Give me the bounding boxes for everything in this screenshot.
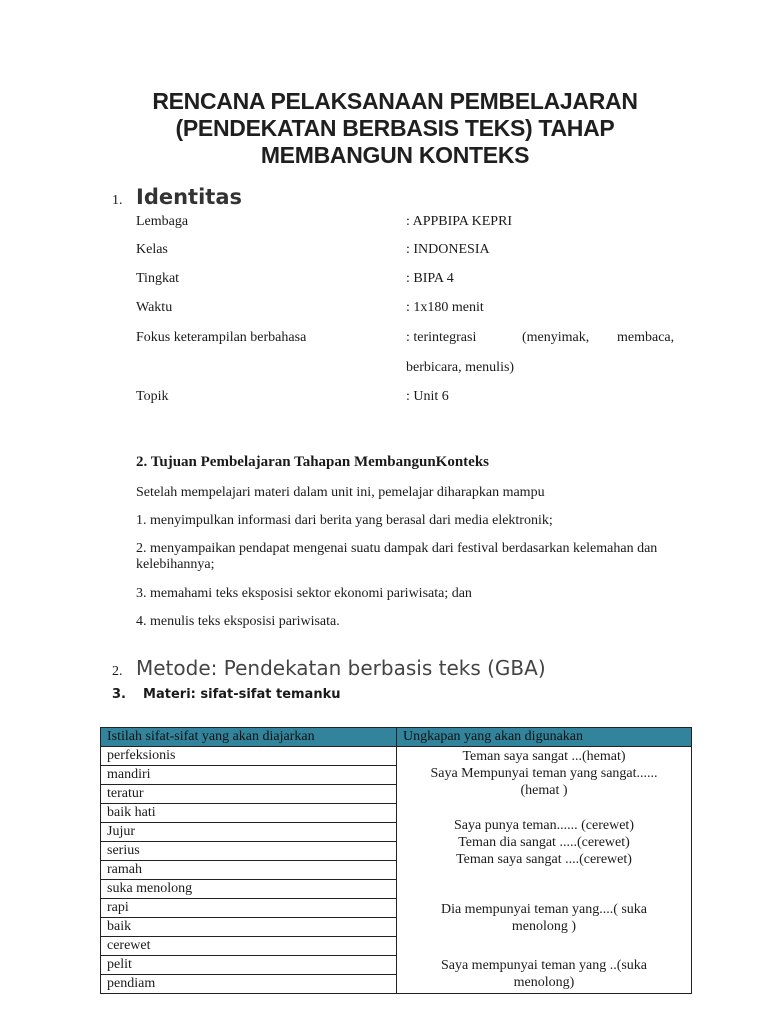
term-cell: serius xyxy=(101,842,397,861)
identity-value-fokus-line2: berbicara, menulis) xyxy=(406,360,515,375)
identity-label-lembaga: Lembaga xyxy=(136,214,189,229)
section-1-number: 1. xyxy=(112,193,123,208)
section-1-heading: Identitas xyxy=(136,185,242,209)
phrase-line: Saya Mempunyai teman yang sangat...... xyxy=(430,766,658,781)
term-cell: ramah xyxy=(101,861,397,880)
phrase-line: Teman saya sangat ...(hemat) xyxy=(462,749,626,764)
term-cell: cerewet xyxy=(101,937,397,956)
identity-value-waktu: : 1x180 menit xyxy=(406,300,484,315)
phrase-line: Saya mempunyai teman yang ..(suka xyxy=(440,958,648,973)
term-cell: mandiri xyxy=(101,766,397,785)
identity-value-topik: : Unit 6 xyxy=(406,389,449,404)
term-cell: baik hati xyxy=(101,804,397,823)
phrases-cell xyxy=(397,747,692,994)
term-cell: teratur xyxy=(101,785,397,804)
table-header-terms: Istilah sifat-sifat yang akan diajarkan xyxy=(101,728,397,747)
table-header-row xyxy=(101,728,692,747)
identity-label-waktu: Waktu xyxy=(136,300,173,315)
term-cell: rapi xyxy=(101,899,397,918)
phrase-line: Saya punya teman...... (cerewet) xyxy=(454,818,634,833)
phrase-line: menolong) xyxy=(513,975,575,990)
identity-label-kelas: Kelas xyxy=(136,242,168,257)
materi-label: Materi: sifat-sifat temanku xyxy=(143,687,341,702)
identity-label-fokus: Fokus keterampilan berbahasa xyxy=(136,330,307,345)
table-row xyxy=(101,747,692,766)
identity-value-fokus: : terintegrasi xyxy=(406,330,477,345)
objective-item-4: 4. menulis teks eksposisi pariwisata. xyxy=(136,614,340,629)
document-title xyxy=(100,88,690,169)
term-cell: perfeksionis xyxy=(101,747,397,766)
metode-heading: Metode: Pendekatan berbasis teks (GBA) xyxy=(136,656,546,680)
identity-label-tingkat: Tingkat xyxy=(136,271,180,286)
term-cell: pendiam xyxy=(101,975,397,994)
objective-item-3: 3. memahami teks eksposisi sektor ekonomi pariwisata; dan xyxy=(136,586,472,601)
phrase-line: (hemat ) xyxy=(520,783,568,798)
term-cell: baik xyxy=(101,918,397,937)
title-line-1: RENCANA PELAKSANAAN PEMBELAJARAN xyxy=(152,88,638,114)
identity-value-tingkat: : BIPA 4 xyxy=(406,271,454,286)
identity-value-fokus-c: membaca, xyxy=(617,330,675,345)
section-2-intro: Setelah mempelajari materi dalam unit ini, pemelajar diharapkan mampu xyxy=(136,485,545,500)
phrase-line: menolong ) xyxy=(511,919,577,934)
objective-item-2: 2. menyampaikan pendapat mengenai suatu dampak dari festival berdasarkan kelemahan dan kelebihannya; xyxy=(136,541,658,572)
title-line-2: (PENDEKATAN BERBASIS TEKS) TAHAP xyxy=(175,115,615,141)
objective-item-1: 1. menyimpulkan informasi dari berita yang berasal dari media elektronik; xyxy=(136,513,553,528)
phrase-line: Dia mempunyai teman yang....( suka xyxy=(440,902,648,917)
section-2-heading: 2. Tujuan Pembelajaran Tahapan MembangunKonteks xyxy=(136,454,490,470)
materi-heading xyxy=(112,687,340,702)
metode-number: 2. xyxy=(112,664,123,679)
phrase-line: Teman saya sangat ....(cerewet) xyxy=(456,852,632,867)
table-header-phrases: Ungkapan yang akan digunakan xyxy=(397,728,692,747)
term-cell: Jujur xyxy=(101,823,397,842)
term-cell: suka menolong xyxy=(101,880,397,899)
term-cell: pelit xyxy=(101,956,397,975)
identity-value-fokus-b: (menyimak, xyxy=(522,330,590,345)
identity-value-lembaga: : APPBIPA KEPRI xyxy=(406,214,513,229)
title-line-3: MEMBANGUN KONTEKS xyxy=(260,142,530,168)
materi-number: 3. xyxy=(112,687,126,702)
materials-table xyxy=(100,727,692,994)
identity-value-kelas: : INDONESIA xyxy=(406,242,490,257)
phrase-line: Teman dia sangat .....(cerewet) xyxy=(458,835,630,850)
identity-label-topik: Topik xyxy=(136,389,169,404)
